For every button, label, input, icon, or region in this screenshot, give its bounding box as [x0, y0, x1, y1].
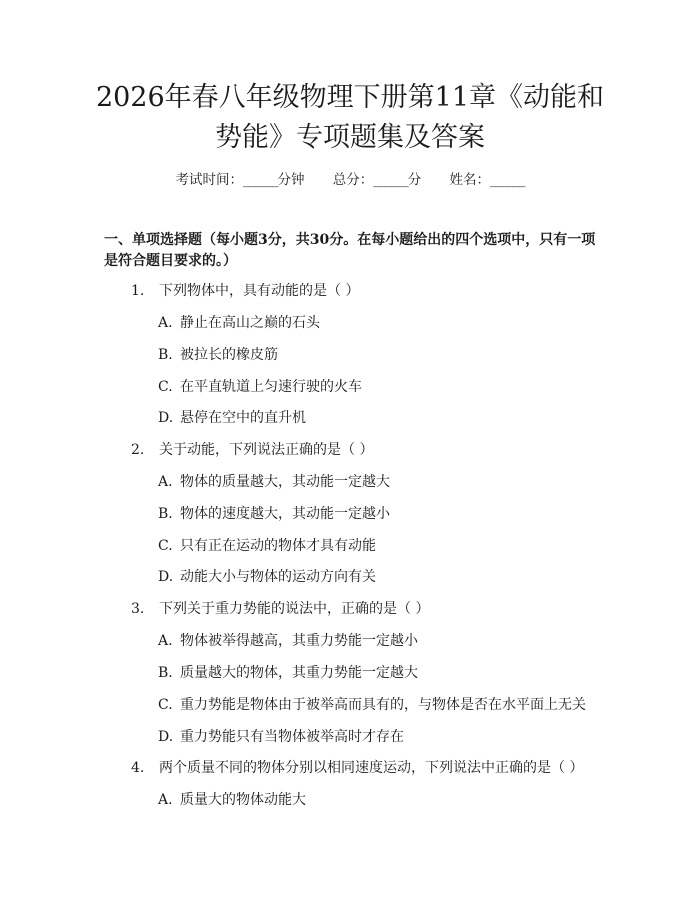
answer-option	[158, 345, 278, 365]
question-number: 4.	[131, 760, 145, 776]
option-letter: C.	[158, 379, 173, 395]
option-letter: C.	[158, 697, 173, 713]
question-number: 2.	[131, 442, 145, 458]
answer-option	[158, 631, 418, 651]
option-letter: A.	[158, 315, 173, 331]
answer-option	[158, 790, 306, 810]
question-stem	[131, 599, 429, 619]
student-name-label: 姓名：	[449, 172, 491, 188]
option-text: 物体的质量越大，其动能一定越大	[180, 474, 390, 490]
exam-time-unit: 分钟	[277, 172, 305, 188]
option-letter: C.	[158, 538, 173, 554]
answer-option	[158, 663, 418, 683]
option-text: 物体的速度越大，其动能一定越小	[180, 506, 390, 522]
total-score-field	[333, 172, 422, 188]
answer-option	[158, 727, 404, 747]
answer-option	[158, 313, 320, 333]
question-text: 下列物体中，具有动能的是（ ）	[159, 283, 360, 299]
option-letter: A.	[158, 792, 173, 808]
question-number: 3.	[131, 601, 145, 617]
option-letter: B.	[158, 347, 173, 363]
answer-option	[158, 504, 390, 524]
answer-option	[158, 377, 362, 397]
option-text: 动能大小与物体的运动方向有关	[180, 569, 376, 585]
option-text: 被拉长的橡皮筋	[180, 347, 278, 363]
question-text: 下列关于重力势能的说法中，正确的是（ ）	[159, 601, 430, 617]
total-score-unit: 分	[407, 172, 422, 188]
question-stem	[131, 281, 359, 301]
option-text: 重力势能只有当物体被举高时才存在	[180, 729, 404, 745]
exam-info-bar	[0, 168, 700, 188]
answer-option	[158, 408, 306, 428]
option-letter: A.	[158, 474, 173, 490]
option-letter: B.	[158, 506, 173, 522]
student-name-field	[450, 172, 525, 188]
exam-time-label: 考试时间：	[175, 172, 243, 188]
option-letter: B.	[158, 665, 173, 681]
option-text: 静止在高山之巅的石头	[180, 315, 320, 331]
option-letter: A.	[158, 633, 173, 649]
option-letter: D.	[158, 569, 174, 585]
option-text: 只有正在运动的物体才具有动能	[180, 538, 376, 554]
option-text: 质量越大的物体，其重力势能一定越大	[180, 665, 418, 681]
total-score-label: 总分：	[332, 172, 374, 188]
option-letter: D.	[158, 410, 174, 426]
document-title-line1: 2026年春八年级物理下册第11章《动能和	[95, 82, 605, 113]
total-score-blank: ______	[373, 172, 408, 188]
option-text: 在平直轨道上匀速行驶的火车	[180, 379, 362, 395]
option-text: 质量大的物体动能大	[180, 792, 306, 808]
answer-option	[158, 695, 586, 715]
exam-time-blank: ______	[242, 172, 278, 188]
option-text: 重力势能是物体由于被举高而具有的，与物体是否在水平面上无关	[180, 697, 586, 713]
question-stem	[131, 440, 373, 460]
question-text: 两个质量不同的物体分别以相同速度运动，下列说法中正确的是（ ）	[159, 760, 584, 776]
document-title-line2: 势能》专项题集及答案	[215, 122, 485, 153]
option-letter: D.	[158, 729, 174, 745]
student-name-blank: ______	[490, 172, 525, 188]
answer-option	[158, 472, 390, 492]
question-text: 关于动能，下列说法正确的是（ ）	[159, 442, 374, 458]
section-heading-single-choice: 一、单项选择题（每小题3分，共30分。在每小题给出的四个选项中，只有一项是符合题目要求的。）	[104, 232, 596, 269]
exam-time-field	[175, 172, 304, 188]
option-text: 悬停在空中的直升机	[180, 410, 306, 426]
question-stem	[131, 758, 583, 778]
option-text: 物体被举得越高，其重力势能一定越小	[180, 633, 418, 649]
answer-option	[158, 567, 376, 587]
answer-option	[158, 536, 376, 556]
question-number: 1.	[131, 283, 145, 299]
